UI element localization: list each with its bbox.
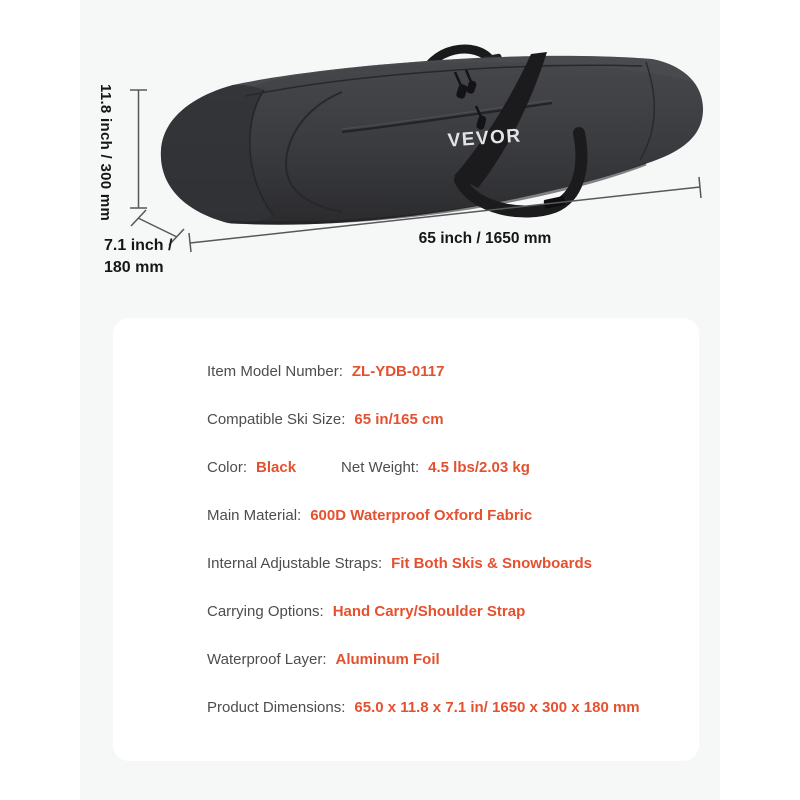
spec-row-product-dimensions bbox=[207, 683, 669, 731]
length-dimension-label: 65 inch / 1650 mm bbox=[418, 230, 552, 247]
spec-row-color-weight bbox=[207, 443, 669, 491]
spec-label: Compatible Ski Size: bbox=[207, 410, 346, 428]
spec-value: 4.5 lbs/2.03 kg bbox=[428, 458, 530, 476]
spec-value: Aluminum Foil bbox=[335, 650, 440, 668]
spec-row-model-number bbox=[207, 347, 669, 395]
spec-row-internal-straps bbox=[207, 539, 669, 587]
spec-label: Net Weight: bbox=[341, 458, 420, 476]
spec-label: Color: bbox=[207, 458, 248, 476]
content-band bbox=[80, 0, 720, 800]
spec-value: 600D Waterproof Oxford Fabric bbox=[310, 506, 533, 524]
spec-row-carrying-options bbox=[207, 587, 669, 635]
spec-label: Main Material: bbox=[207, 506, 302, 524]
product-photo-section bbox=[80, 0, 720, 318]
depth-dimension-line1: 7.1 inch / bbox=[104, 237, 173, 254]
height-dimension-label: 11.8 inch / 300 mm bbox=[97, 84, 114, 222]
spec-label: Carrying Options: bbox=[207, 602, 324, 620]
spec-value: Black bbox=[256, 458, 297, 476]
spec-label: Waterproof Layer: bbox=[207, 650, 327, 668]
spec-value: 65 in/165 cm bbox=[354, 410, 444, 428]
depth-dimension-line2: 180 mm bbox=[104, 259, 164, 276]
spec-card bbox=[113, 318, 699, 761]
spec-row-waterproof-layer bbox=[207, 635, 669, 683]
depth-dimension-label bbox=[104, 235, 172, 279]
spec-row-material bbox=[207, 491, 669, 539]
spec-row-ski-size bbox=[207, 395, 669, 443]
spec-value: ZL-YDB-0117 bbox=[351, 362, 445, 380]
spec-label: Internal Adjustable Straps: bbox=[207, 554, 383, 572]
spec-value: Hand Carry/Shoulder Strap bbox=[332, 602, 526, 620]
spec-value: 65.0 x 11.8 x 7.1 in/ 1650 x 300 x 180 mm bbox=[354, 698, 640, 716]
snowboard-bag-render bbox=[80, 0, 720, 318]
bag-body bbox=[161, 56, 703, 225]
spec-label: Item Model Number: bbox=[207, 362, 343, 380]
spec-label: Product Dimensions: bbox=[207, 698, 346, 716]
spec-value: Fit Both Skis & Snowboards bbox=[391, 554, 592, 572]
brand-logo: VEVOR bbox=[446, 125, 523, 152]
